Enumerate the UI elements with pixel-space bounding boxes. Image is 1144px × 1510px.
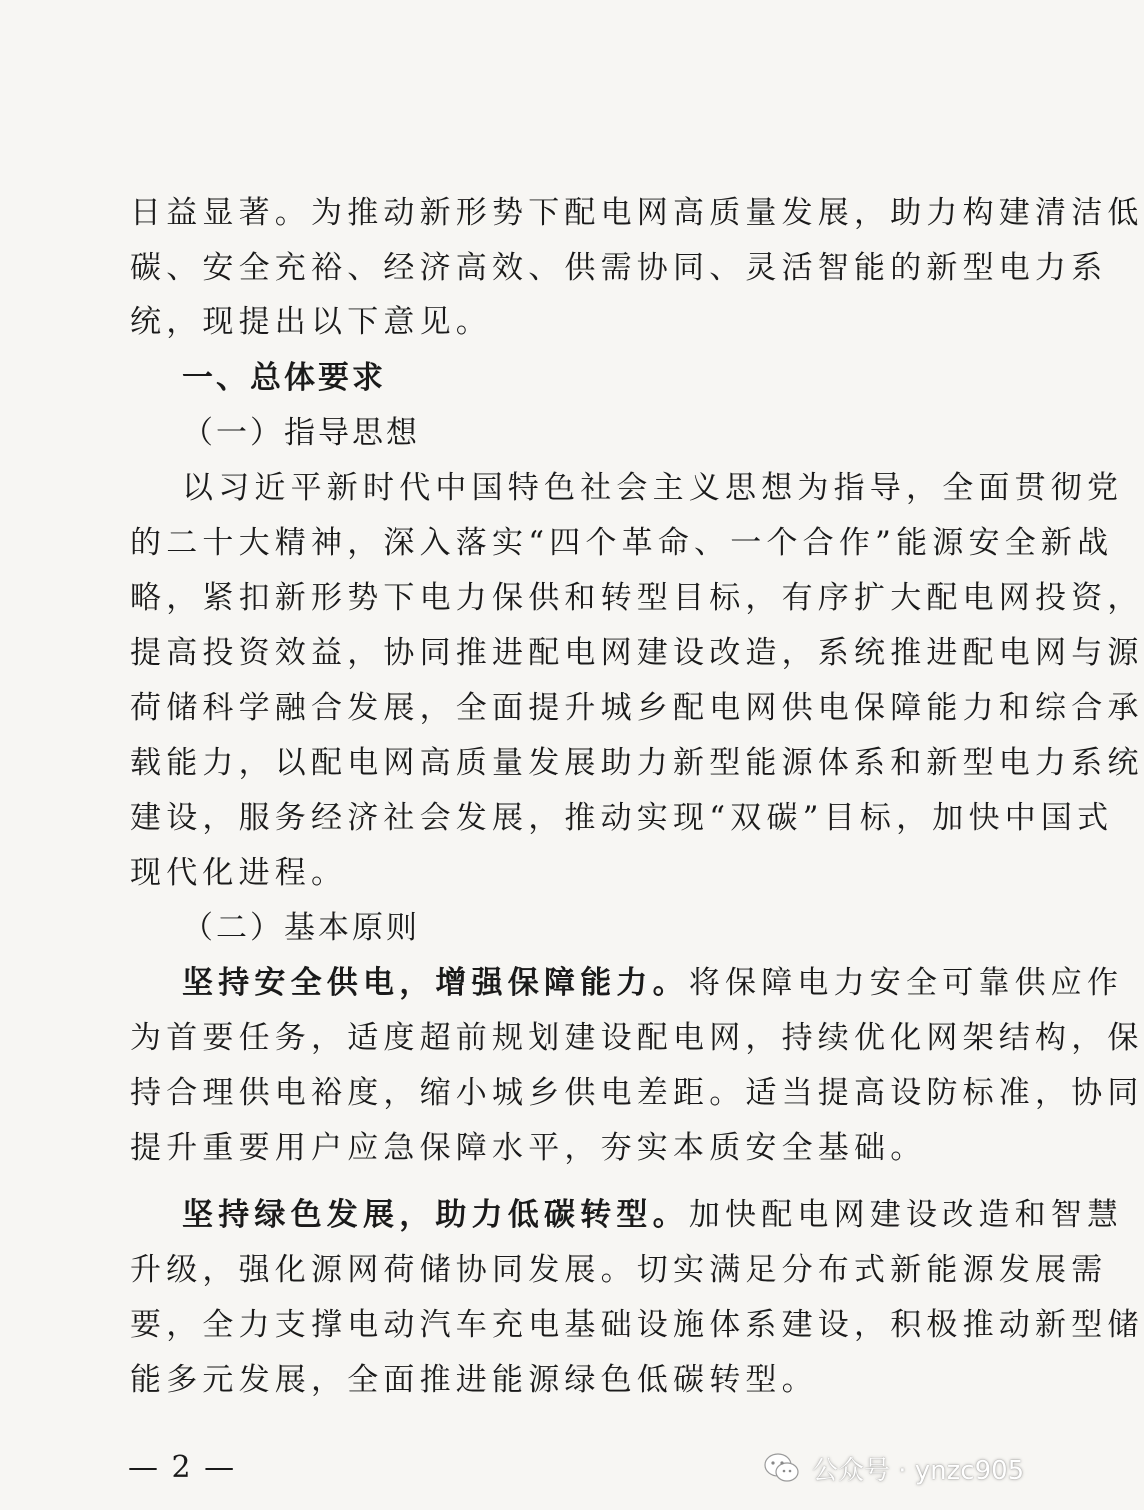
principle-text: 将保障电力安全可靠供应作 — [688, 965, 1124, 1001]
paragraph-line: 的二十大精神，深入落实“四个革命、一个合作”能源安全新战 — [130, 525, 1114, 561]
wechat-watermark — [762, 1446, 1024, 1490]
paragraph-line — [182, 963, 1124, 1003]
paragraph-line: 载能力，以配电网高质量发展助力新型能源体系和新型电力系统 — [130, 745, 1144, 781]
section-heading: 一、总体要求 — [182, 360, 386, 396]
paragraph-line: 提升重要用户应急保障水平，夯实本质安全基础。 — [130, 1130, 927, 1166]
principle-heading: 坚持安全供电，增强保障能力。 — [182, 965, 689, 1001]
paragraph-line: 能多元发展，全面推进能源绿色低碳转型。 — [130, 1362, 818, 1398]
paragraph-line: 荷储科学融合发展，全面提升城乡配电网供电保障能力和综合承 — [130, 690, 1144, 726]
paragraph-line: 要，全力支撑电动汽车充电基础设施体系建设，积极推动新型储 — [130, 1307, 1144, 1343]
paragraph-line: 持合理供电裕度，缩小城乡供电差距。适当提高设防标准，协同 — [130, 1075, 1144, 1111]
paragraph-line: 为首要任务，适度超前规划建设配电网，持续优化网架结构，保 — [130, 1020, 1144, 1056]
watermark-text: 公众号 · ynzc905 — [812, 1455, 1025, 1486]
principle-text: 加快配电网建设改造和智慧 — [688, 1197, 1124, 1233]
page-number: — 2 — — [128, 1450, 237, 1485]
paragraph-line: 日益显著。为推动新形势下配电网高质量发展，助力构建清洁低 — [130, 195, 1144, 231]
paragraph-line: 以习近平新时代中国特色社会主义思想为指导，全面贯彻党 — [182, 470, 1124, 506]
paragraph-line: 现代化进程。 — [130, 855, 348, 891]
subsection-heading: （二）基本原则 — [182, 910, 420, 946]
paragraph-line — [182, 1195, 1124, 1235]
paragraph-line: 略，紧扣新形势下电力保供和转型目标，有序扩大配电网投资， — [130, 580, 1144, 616]
paragraph-line: 统，现提出以下意见。 — [130, 304, 492, 340]
paragraph-line: 提高投资效益，协同推进配电网建设改造，系统推进配电网与源 — [130, 635, 1144, 671]
wechat-icon — [762, 1448, 802, 1488]
subsection-heading: （一）指导思想 — [182, 415, 420, 451]
paragraph-line: 碳、安全充裕、经济高效、供需协同、灵活智能的新型电力系 — [130, 250, 1108, 286]
paragraph-line: 建设，服务经济社会发展，推动实现“双碳”目标，加快中国式 — [130, 800, 1114, 836]
principle-heading: 坚持绿色发展，助力低碳转型。 — [182, 1197, 689, 1233]
paragraph-line: 升级，强化源网荷储协同发展。切实满足分布式新能源发展需 — [130, 1252, 1108, 1288]
